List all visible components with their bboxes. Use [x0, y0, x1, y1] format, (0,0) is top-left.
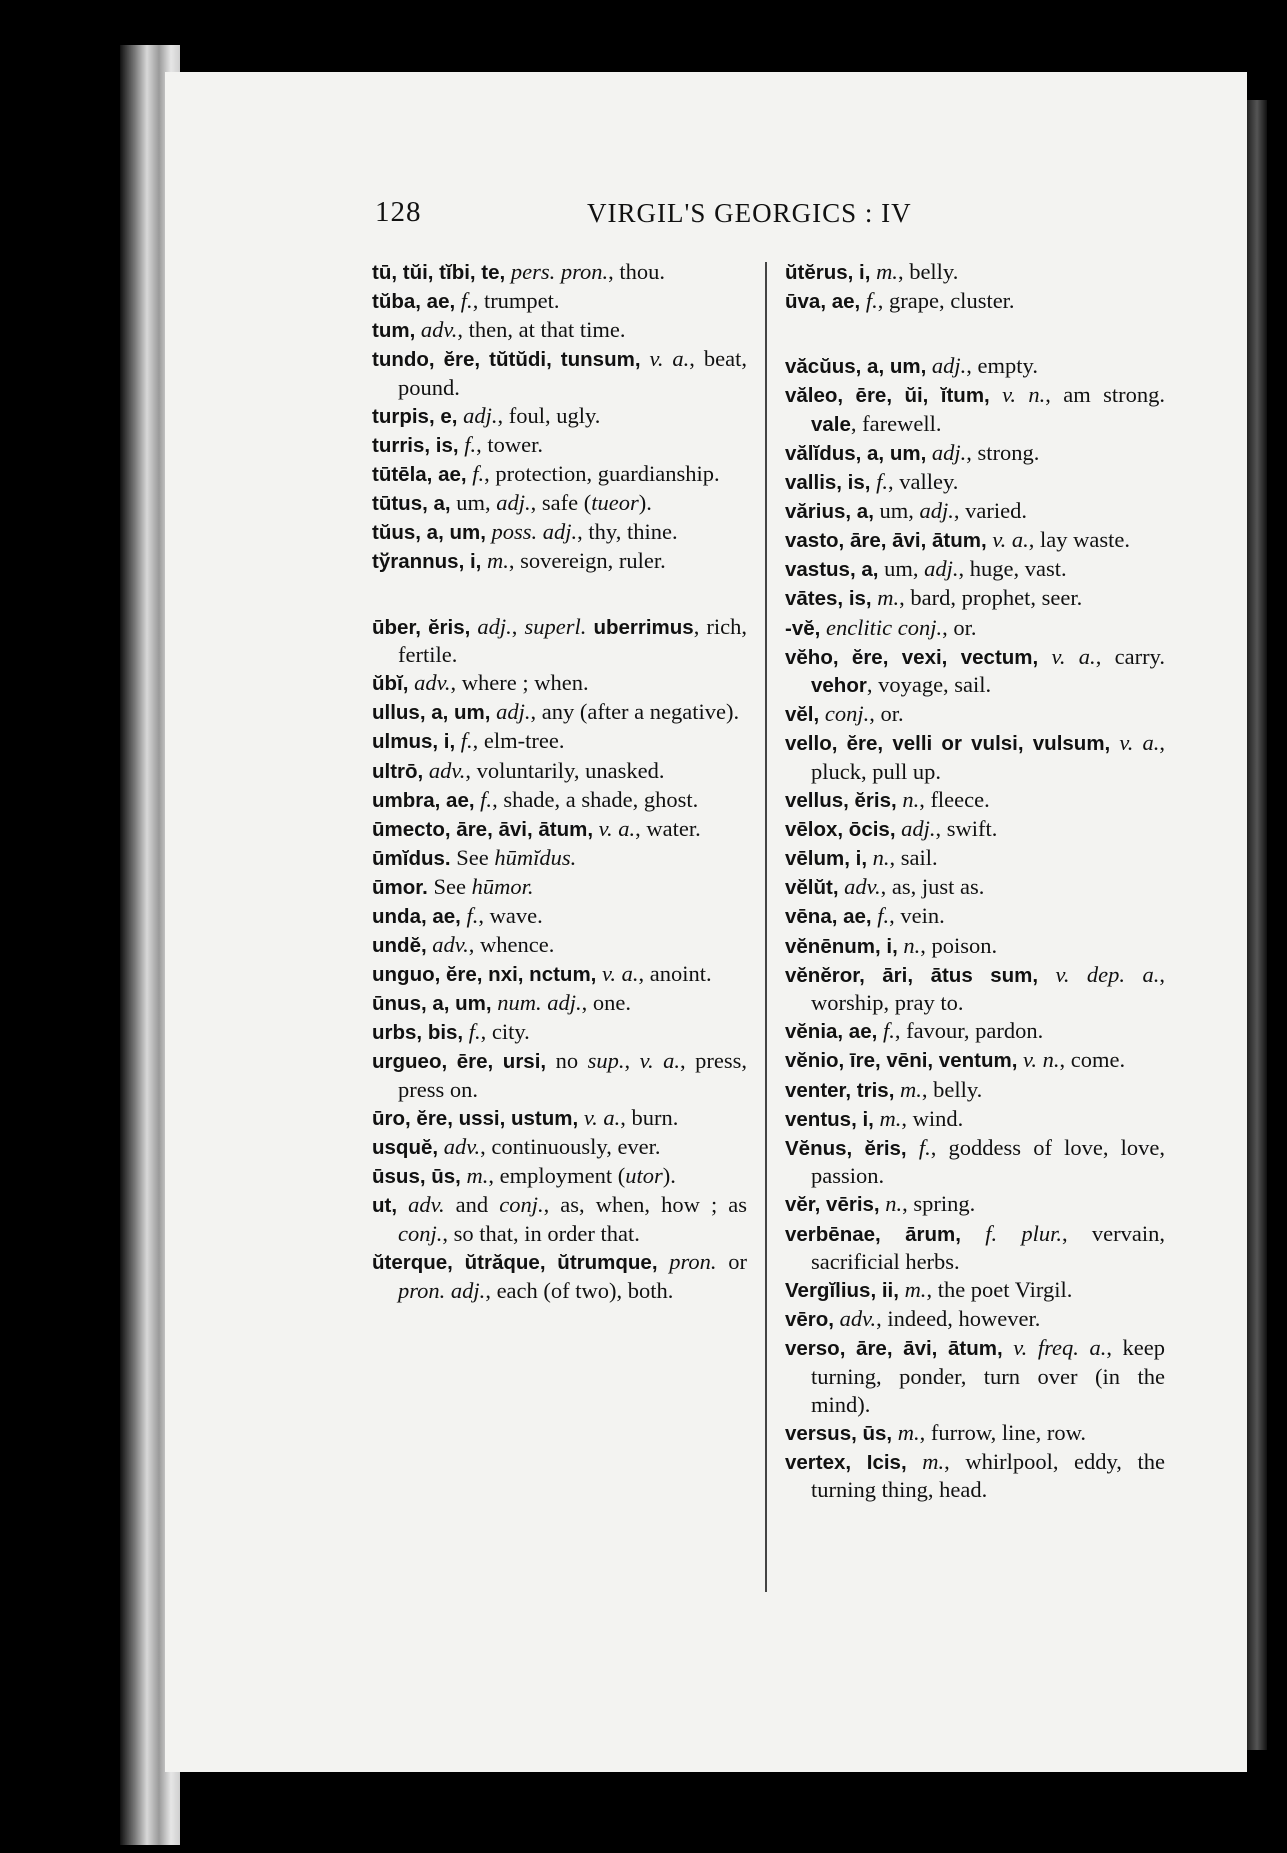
column-divider [765, 262, 767, 1592]
headword: vertex, Icis, [785, 1450, 907, 1474]
headword: văcŭus, a, um, [785, 355, 927, 379]
dictionary-entry [785, 902, 1165, 931]
grammar-marker: adj. [931, 353, 967, 379]
dictionary-entry [372, 1162, 747, 1191]
grammar-marker: poss. adj. [491, 519, 578, 545]
headword: ūsus, ūs, [372, 1165, 461, 1189]
headword: verbēnae, ārum, [785, 1222, 961, 1246]
grammar-marker: n. [885, 1191, 903, 1217]
headword: vallis, is, [785, 471, 871, 495]
entry-text [1038, 644, 1051, 669]
headword: ŭbĭ, [372, 672, 409, 696]
grammar-marker: adv. [428, 757, 466, 783]
headword: vĕnia, ae, [785, 1020, 878, 1044]
entry-text: , foul, ugly. [497, 402, 601, 428]
dictionary-entry [372, 1191, 747, 1247]
grammar-marker: adv. [432, 932, 469, 958]
headword: unguo, ĕre, nxi, nctum, [372, 963, 597, 987]
headword: ūmecto, āre, āvi, ātum, [372, 817, 594, 841]
dictionary-entry [785, 1017, 1165, 1046]
headword: uberrimus [593, 615, 694, 639]
grammar-marker: adj. [919, 498, 954, 524]
headword: vĕlŭt, [785, 876, 839, 900]
grammar-marker: m. [486, 548, 509, 574]
dictionary-entry [372, 431, 747, 460]
grammar-marker: hūmĭdus. [494, 844, 577, 870]
dictionary-entry [785, 1105, 1165, 1134]
running-title: VIRGIL'S GEORGICS : IV [587, 198, 912, 228]
entry-text: , valley. [888, 469, 959, 495]
entry-text: um, [450, 490, 497, 516]
entry-text: , vein. [889, 903, 945, 929]
entry-text: , as, just as. [880, 874, 985, 900]
entry-text: , elm-tree. [472, 728, 565, 754]
entry-text [641, 346, 650, 371]
entry-text: , continuously, ever. [480, 1134, 661, 1160]
entry-text: , safe ( [530, 490, 592, 516]
dictionary-entry [372, 1104, 747, 1133]
entry-text: no [546, 1048, 588, 1074]
headword: vĕnēnum, i, [785, 934, 898, 958]
entry-text: , sovereign, ruler. [508, 548, 666, 574]
entry-text [961, 1221, 985, 1246]
grammar-marker: adj. [931, 439, 967, 465]
entry-text: um, [878, 556, 925, 582]
entry-text: , swift. [935, 816, 998, 842]
entry-text [907, 1449, 923, 1474]
entry-text [1038, 962, 1055, 987]
entry-text: , as, when, how ; as [543, 1192, 747, 1218]
grammar-marker: enclitic conj. [825, 614, 943, 640]
headword: vello, ĕre, velli or vulsi, vulsum, [785, 732, 1111, 756]
dictionary-entry [785, 873, 1165, 902]
dictionary-entry [372, 345, 747, 401]
grammar-marker: v. a. [1051, 643, 1096, 669]
grammar-marker: adj. [496, 490, 531, 516]
entry-text: ). [638, 490, 652, 516]
dictionary-entry [785, 352, 1165, 381]
entry-text: , each (of two), both. [485, 1277, 674, 1303]
grammar-marker: f. [877, 903, 890, 929]
dictionary-entry [785, 1419, 1165, 1448]
dictionary-entry [372, 287, 747, 316]
grammar-marker: f. plur. [985, 1220, 1063, 1246]
grammar-marker: v. a. [598, 815, 636, 841]
headword: Vergĭlius, ii, [785, 1279, 899, 1303]
entry-text: , worship, pray to. [811, 961, 1165, 1016]
grammar-marker: hūmor. [471, 873, 534, 899]
headword: tūtēla, ae, [372, 463, 467, 487]
grammar-marker: f. [480, 786, 493, 812]
page-right-edge [1247, 100, 1267, 1750]
grammar-marker: f. [464, 432, 477, 458]
dictionary-entry [372, 873, 747, 902]
headword: ūber, ĕris, [372, 615, 471, 639]
headword: tū, tŭi, tĭbi, te, [372, 261, 506, 284]
headword: ūmor. [372, 875, 428, 899]
dictionary-entry [372, 518, 747, 547]
dictionary-entry [785, 1220, 1165, 1276]
dictionary-entry [785, 497, 1165, 526]
grammar-marker: pron. [669, 1249, 717, 1275]
entry-text: , trumpet. [472, 288, 560, 314]
entry-text: , so that, in order that. [442, 1221, 640, 1246]
entry-text: , the poet Virgil. [926, 1277, 1073, 1303]
headword: vĕnio, īre, vēni, ventum, [785, 1049, 1018, 1073]
dictionary-entry [372, 960, 747, 989]
grammar-marker: m. [900, 1076, 922, 1102]
headword: urgueo, ēre, ursi, [372, 1050, 547, 1074]
grammar-marker: v. a. [649, 346, 690, 372]
dictionary-entry [372, 727, 747, 756]
dictionary-entry [372, 1018, 747, 1047]
entry-text: , press, press on. [398, 1048, 748, 1103]
entry-text: , wave. [478, 902, 543, 928]
grammar-marker: v. a. [602, 961, 639, 987]
grammar-marker: adj. [477, 613, 512, 639]
grammar-marker: conj. [499, 1192, 544, 1218]
headword: vēlox, ōcis, [785, 818, 896, 842]
entry-text: , spring. [902, 1191, 976, 1217]
dictionary-entry [785, 1334, 1165, 1418]
headword: usquĕ, [372, 1136, 439, 1160]
dictionary-entry [785, 932, 1165, 961]
grammar-marker: adv. [408, 1192, 445, 1218]
grammar-marker: v. a. [583, 1105, 621, 1131]
grammar-marker: adv. [839, 1306, 877, 1332]
headword: vĕho, ĕre, vexi, vectum, [785, 645, 1039, 669]
headword: tŭba, ae, [372, 290, 456, 314]
grammar-marker: f. [865, 288, 878, 314]
grammar-marker: v. n. [1002, 382, 1046, 408]
grammar-marker: f. [882, 1018, 895, 1044]
headword: venter, tris, [785, 1078, 895, 1102]
headword: văleo, ēre, ŭi, ĭtum, [785, 384, 990, 408]
headword: versus, ūs, [785, 1421, 893, 1445]
dictionary-entry [785, 526, 1165, 555]
dictionary-entry [372, 613, 747, 669]
entry-text: , varied. [953, 498, 1028, 524]
grammar-marker: tueor [591, 490, 639, 516]
headword: ut, [372, 1194, 398, 1218]
headword: vēna, ae, [785, 905, 872, 929]
dictionary-entry [785, 584, 1165, 613]
grammar-marker: conj. [824, 701, 870, 727]
page-number: 128 [375, 196, 422, 228]
dictionary-entry [785, 844, 1165, 873]
dictionary-entry [785, 700, 1165, 729]
grammar-marker: adj. [463, 402, 498, 428]
entry-text: , belly. [921, 1076, 983, 1102]
entry-text [990, 382, 1002, 407]
entry-text: , one. [581, 990, 631, 1016]
entry-text: , water. [635, 815, 701, 841]
dictionary-entry [372, 815, 747, 844]
dictionary-entry [372, 931, 747, 960]
grammar-marker: v. dep. a. [1055, 961, 1160, 987]
dictionary-entry [372, 902, 747, 931]
entry-text: , am strong. [1045, 382, 1165, 408]
dictionary-entry [372, 547, 747, 576]
entry-text: , thy, thine. [577, 519, 678, 545]
grammar-marker: m. [897, 1419, 920, 1445]
entry-text: , vervain, sacrificial herbs. [811, 1220, 1166, 1275]
entry-text [907, 1135, 919, 1160]
entry-text: , favour, pardon. [894, 1018, 1044, 1044]
headword: vărius, a, [785, 500, 874, 524]
entry-text: , come. [1059, 1047, 1126, 1073]
dictionary-entry [785, 1076, 1165, 1105]
grammar-marker: m. [877, 585, 900, 611]
entry-text: , any (after a negative). [530, 699, 740, 725]
grammar-marker: v. freq. a. [1013, 1335, 1107, 1361]
headword: vēro, [785, 1308, 834, 1332]
entry-text: , empty. [966, 353, 1038, 379]
headword: verso, āre, āvi, ātum, [785, 1337, 1003, 1361]
headword: vălĭdus, a, um, [785, 441, 927, 465]
headword: vĕl, [785, 703, 820, 727]
headword: unda, ae, [372, 904, 461, 928]
entry-text: , voluntarily, unasked. [465, 757, 665, 783]
grammar-marker: v. n. [1023, 1047, 1060, 1073]
entry-text: , bard, prophet, seer. [899, 585, 1083, 611]
grammar-marker: m. [466, 1163, 489, 1189]
grammar-marker: num. adj. [497, 990, 582, 1016]
entry-text: , employment ( [488, 1163, 626, 1189]
grammar-marker: sup. [587, 1048, 625, 1074]
dictionary-entry [372, 402, 747, 431]
entry-text: , thou. [608, 259, 666, 284]
headword: ultrō, [372, 759, 424, 783]
grammar-marker: adj. [924, 556, 959, 582]
dictionary-entry [372, 1133, 747, 1162]
grammar-marker: adv. [844, 874, 881, 900]
entry-text: , wind. [901, 1105, 964, 1131]
entry-text: , sail. [889, 845, 938, 871]
entry-text: um, [873, 498, 920, 524]
entry-text: , keep turning, ponder, turn over (in the mind). [811, 1335, 1166, 1417]
headword: vellus, ĕris, [785, 789, 897, 813]
grammar-marker: adv. [443, 1134, 481, 1160]
entry-text: , belly. [897, 259, 959, 284]
entry-text: , or. [942, 614, 977, 640]
headword: Vĕnus, ĕris, [785, 1136, 907, 1160]
dictionary-entry [785, 1134, 1165, 1190]
headword: tundo, ĕre, tŭtŭdi, tunsum, [372, 348, 641, 372]
dictionary-entry [372, 460, 747, 489]
entry-text: , huge, vast. [958, 556, 1067, 582]
grammar-marker: m. [879, 1105, 902, 1131]
grammar-marker: m. [922, 1448, 945, 1474]
dictionary-entry [785, 1448, 1165, 1504]
grammar-marker: f. [918, 1134, 931, 1160]
entry-text: , strong. [966, 439, 1040, 465]
dictionary-entry [785, 961, 1165, 1017]
grammar-marker: superl. [524, 613, 587, 639]
grammar-marker: adv. [414, 670, 451, 696]
entry-text: ). [662, 1163, 676, 1189]
headword: ūnus, a, um, [372, 992, 492, 1016]
dictionary-entry [785, 258, 1165, 287]
headword: tŭus, a, um, [372, 521, 486, 545]
entry-text: , [511, 613, 525, 639]
entry-text: , goddess of love, love, passion. [811, 1134, 1166, 1189]
entry-text: , [624, 1048, 640, 1074]
headword: ventus, i, [785, 1107, 874, 1131]
dictionary-entry [785, 1276, 1165, 1305]
grammar-marker: v. a. [992, 527, 1029, 553]
entry-text: , voyage, sail. [866, 672, 992, 698]
headword: vehor [811, 674, 867, 698]
dictionary-entry [785, 1305, 1165, 1334]
headword: turpis, e, [372, 404, 458, 428]
headword: turris, is, [372, 434, 459, 458]
letter-section-gap [372, 577, 747, 613]
entry-text: , beat, pound. [398, 346, 747, 400]
entry-text: or [716, 1249, 748, 1275]
entry-text: , farewell. [850, 410, 942, 436]
headword: tum, [372, 319, 416, 343]
grammar-marker: f. [460, 288, 473, 314]
grammar-marker: f. [468, 1019, 481, 1045]
entry-text: , whirlpool, eddy, the turning thing, head. [811, 1448, 1166, 1503]
dictionary-entry [785, 815, 1165, 844]
dictionary-entry [785, 555, 1165, 584]
grammar-marker: pers. pron. [510, 259, 609, 284]
entry-text: , fleece. [919, 787, 990, 813]
entry-text: See [427, 873, 472, 899]
entry-text: , city. [480, 1019, 530, 1045]
entry-text: , anoint. [638, 961, 712, 987]
entry-text [397, 1192, 408, 1217]
entry-text: , where ; when. [450, 670, 589, 696]
grammar-marker: adj. [901, 816, 936, 842]
headword: tўrannus, i, [372, 550, 482, 574]
dictionary-entry [372, 1047, 747, 1103]
entry-text: , then, at that time. [457, 317, 626, 343]
headword: ūro, ĕre, ussi, ustum, [372, 1107, 579, 1131]
entry-text: , furrow, line, row. [919, 1419, 1087, 1445]
left-column [372, 258, 747, 1305]
grammar-marker: f. [472, 461, 485, 487]
headword: ulmus, i, [372, 730, 456, 754]
grammar-marker: n. [903, 932, 921, 958]
dictionary-entry [372, 786, 747, 815]
headword: umbra, ae, [372, 788, 475, 812]
entry-text: See [450, 844, 495, 870]
dictionary-entry [785, 786, 1165, 815]
grammar-marker: f. [876, 469, 888, 495]
dictionary-entry [372, 1248, 747, 1304]
grammar-marker: n. [872, 845, 890, 871]
dictionary-entry [785, 439, 1165, 468]
dictionary-entry [785, 468, 1165, 497]
grammar-marker: f. [466, 902, 479, 928]
dictionary-entry [372, 316, 747, 345]
entry-text: , carry. [1095, 643, 1165, 669]
dictionary-entry [372, 669, 747, 698]
entry-text: , protection, guardianship. [484, 461, 720, 487]
right-column [785, 258, 1165, 1504]
headword: vĕnĕror, āri, ātus sum, [785, 963, 1039, 987]
entry-text: , pluck, pull up. [811, 730, 1165, 784]
dictionary-entry [785, 1046, 1165, 1075]
entry-text [1003, 1335, 1014, 1360]
entry-text: , lay waste. [1028, 527, 1130, 553]
grammar-marker: utor [625, 1163, 663, 1189]
dictionary-entry [372, 757, 747, 786]
headword: -vĕ, [785, 616, 821, 640]
grammar-marker: adj. [496, 699, 531, 725]
entry-text: , indeed, however. [876, 1306, 1041, 1332]
grammar-marker: pron. adj. [398, 1277, 486, 1303]
headword: urbs, bis, [372, 1021, 464, 1045]
dictionary-entry [785, 614, 1165, 643]
grammar-marker: conj. [398, 1221, 443, 1246]
entry-text: , rich, fertile. [398, 613, 747, 668]
letter-section-gap [785, 316, 1165, 352]
dictionary-entry [372, 989, 747, 1018]
headword: tūtus, a, [372, 492, 451, 516]
dictionary-entry [372, 844, 747, 873]
dictionary-entry [785, 381, 1165, 438]
headword: ŭterque, ŭtrăque, ŭtrumque, [372, 1251, 658, 1275]
headword: ŭtĕrus, i, [785, 261, 871, 284]
dictionary-entry [785, 729, 1165, 785]
headword: ūmĭdus. [372, 846, 451, 870]
grammar-marker: adv. [420, 317, 458, 343]
headword: vĕr, vēris, [785, 1193, 880, 1217]
entry-text: , tower. [476, 432, 543, 458]
grammar-marker: m. [876, 259, 898, 284]
entry-text [658, 1249, 670, 1274]
entry-text: , whence. [468, 932, 555, 958]
entry-text: , poison. [920, 932, 998, 958]
dictionary-entry [785, 287, 1165, 316]
entry-text: , grape, cluster. [877, 288, 1015, 314]
dictionary-entry [372, 489, 747, 518]
grammar-marker: m. [904, 1277, 927, 1303]
grammar-marker: n. [902, 787, 920, 813]
entry-text: , shade, a shade, ghost. [492, 786, 699, 812]
headword: ūva, ae, [785, 290, 861, 314]
grammar-marker: v. a. [1119, 730, 1160, 756]
dictionary-entry [785, 1190, 1165, 1219]
entry-text: , or. [869, 701, 904, 727]
headword: vale [811, 412, 851, 436]
grammar-marker: f. [460, 728, 473, 754]
dictionary-entry [785, 643, 1165, 700]
entry-text: , burn. [620, 1105, 679, 1131]
dictionary-entry [372, 698, 747, 727]
grammar-marker: v. a. [639, 1048, 680, 1074]
headword: vātes, is, [785, 587, 872, 611]
entry-text: and [444, 1192, 500, 1218]
headword: vēlum, i, [785, 847, 868, 871]
headword: ullus, a, um, [372, 701, 491, 725]
dictionary-entry [372, 258, 747, 287]
headword: vasto, āre, āvi, ātum, [785, 529, 987, 553]
headword: vastus, a, [785, 558, 879, 582]
headword: undĕ, [372, 934, 427, 958]
running-head [375, 196, 965, 236]
